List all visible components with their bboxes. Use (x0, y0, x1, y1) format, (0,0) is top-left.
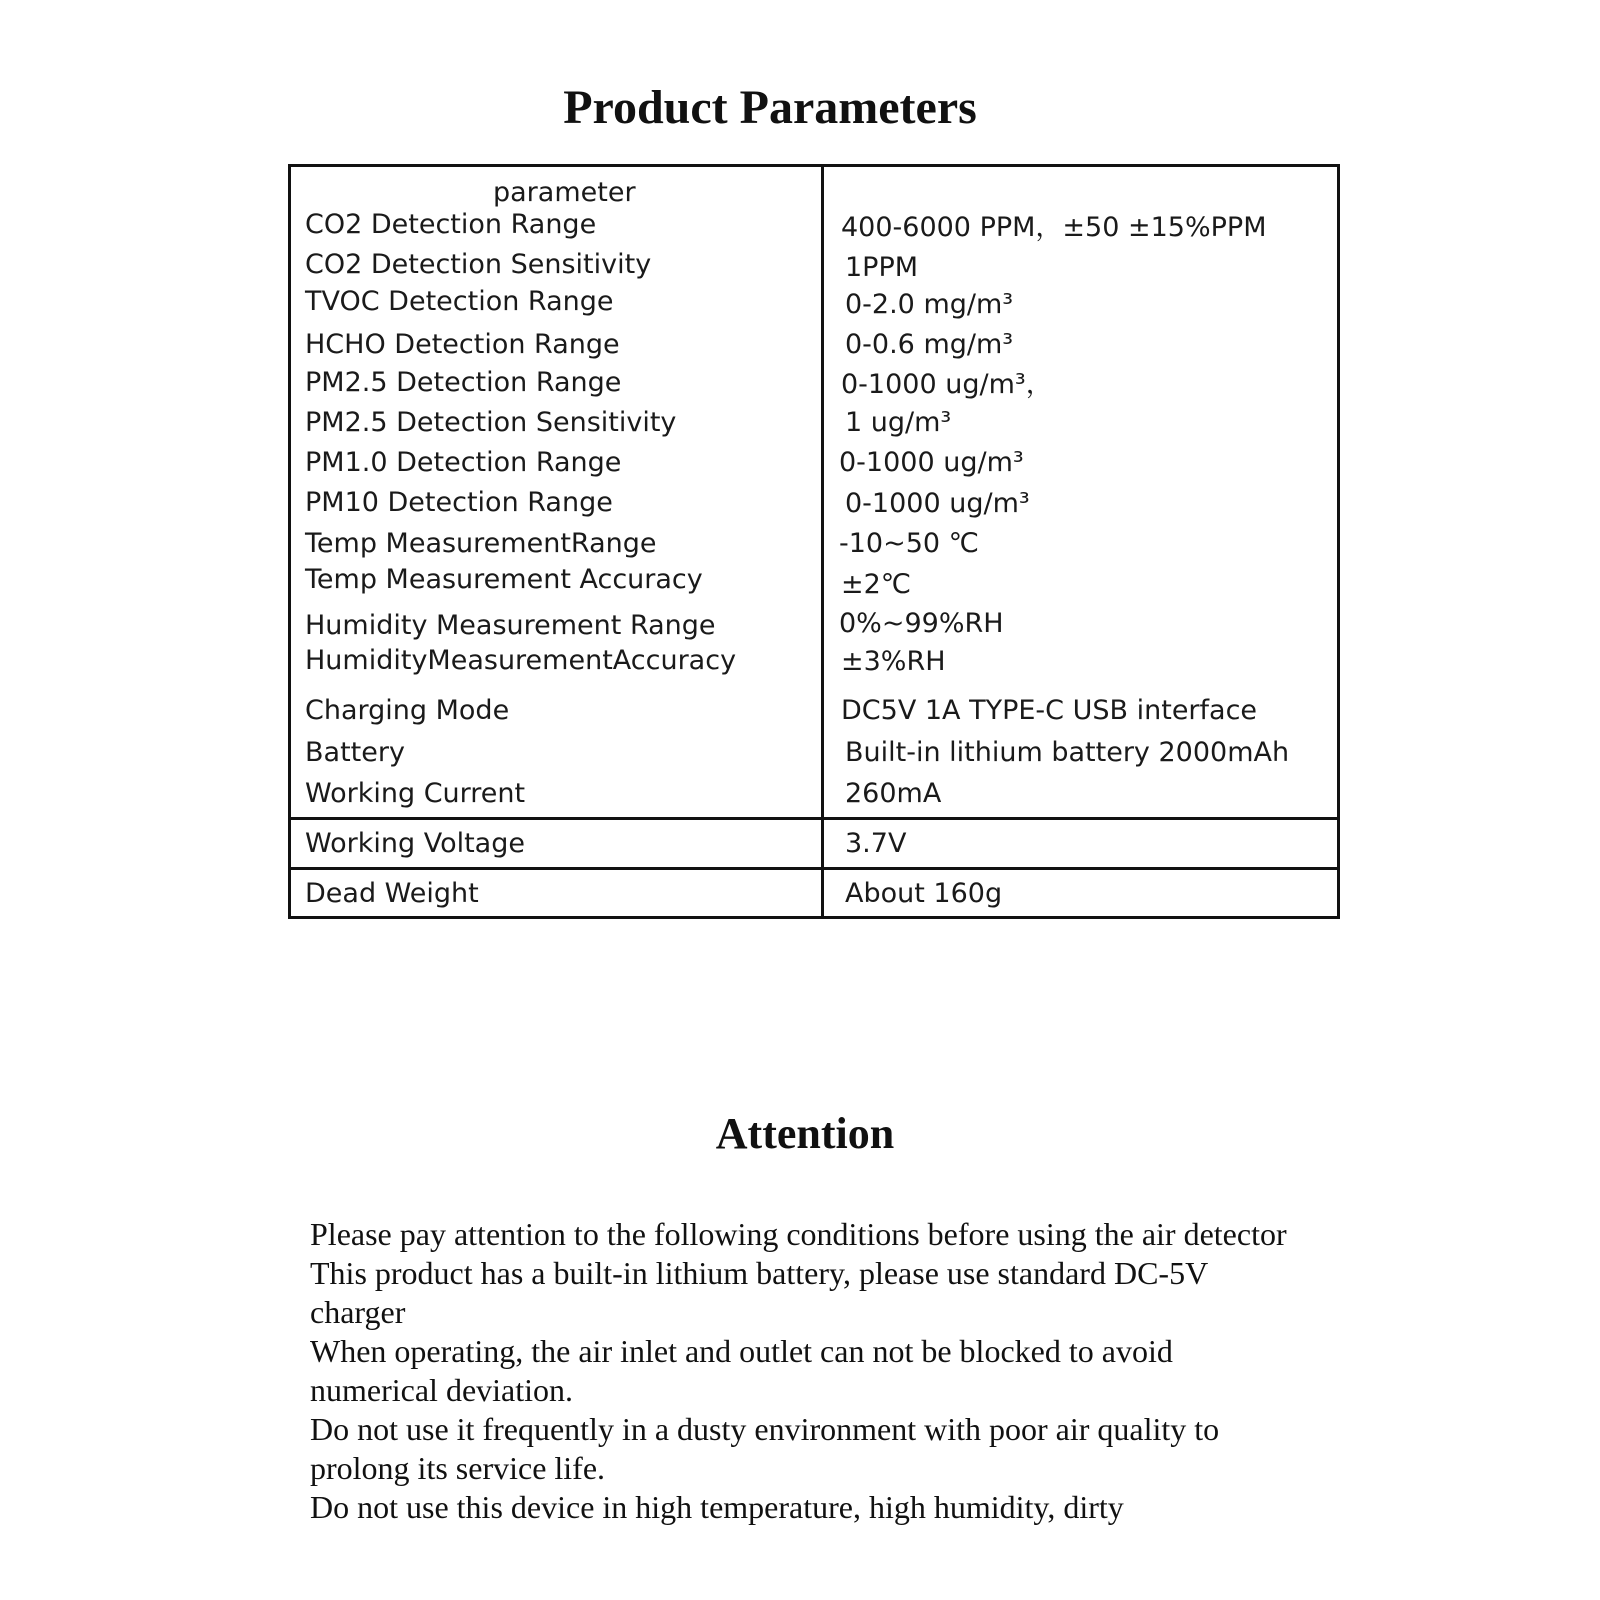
param-label: Humidity Measurement Range (305, 610, 716, 641)
attention-line: Do not use it frequently in a dusty environment with poor air quality to (310, 1411, 1220, 1447)
param-value: 260mA (845, 778, 942, 809)
attention-notes (310, 1215, 1360, 1527)
param-label: Working Current (305, 778, 526, 809)
param-label: Temp Measurement Accuracy (305, 564, 703, 595)
param-value: 0-0.6 mg/m³ (845, 329, 1014, 360)
param-value: 1 ug/m³ (845, 407, 952, 438)
attention-line: charger (310, 1294, 406, 1330)
attention-title: Attention (715, 1109, 895, 1158)
param-value: 400-6000 PPM，±50 ±15%PPM (841, 212, 1267, 243)
attention-line: This product has a built-in lithium battery, please use standard DC-5V (310, 1255, 1209, 1291)
param-value: ±2℃ (841, 569, 912, 600)
param-value: Built-in lithium battery 2000mAh (845, 737, 1290, 768)
param-label: PM2.5 Detection Range (305, 367, 622, 398)
parameters-table (288, 164, 1340, 919)
attention-line: prolong its service life. (310, 1450, 606, 1486)
param-value: About 160g (845, 878, 1003, 909)
param-value: DC5V 1A TYPE-C USB interface (841, 695, 1258, 726)
param-label: HumidityMeasurementAccuracy (305, 645, 737, 676)
attention-line: Please pay attention to the following conditions before using the air detector (310, 1216, 1287, 1252)
row-divider (291, 867, 1337, 870)
param-label: Dead Weight (305, 878, 479, 909)
param-value: 0-1000 ug/m³， (841, 369, 1053, 400)
attention-line: When operating, the air inlet and outlet can not be blocked to avoid (310, 1333, 1173, 1369)
column-divider (821, 167, 824, 916)
param-label: PM1.0 Detection Range (305, 447, 622, 478)
param-label: PM10 Detection Range (305, 487, 613, 518)
param-value: 3.7V (845, 828, 907, 859)
row-divider (291, 817, 1337, 820)
attention-line: numerical deviation. (310, 1372, 574, 1408)
param-value: 1PPM (845, 252, 919, 283)
page-title: Product Parameters (563, 81, 977, 134)
param-label: PM2.5 Detection Sensitivity (305, 407, 677, 438)
param-value: 0-2.0 mg/m³ (845, 289, 1014, 320)
param-label: HCHO Detection Range (305, 329, 620, 360)
param-value: ±3%RH (841, 646, 946, 677)
attention-line: Do not use this device in high temperature, high humidity, dirty (310, 1489, 1124, 1525)
param-value: 0-1000 ug/m³ (845, 488, 1030, 519)
param-label: CO2 Detection Sensitivity (305, 249, 652, 280)
param-label: CO2 Detection Range (305, 209, 597, 240)
table-header: parameter (493, 177, 636, 208)
param-value: -10~50 ℃ (839, 528, 979, 559)
param-label: Battery (305, 737, 405, 768)
param-value: 0-1000 ug/m³ (839, 447, 1024, 478)
param-value: 0%~99%RH (839, 608, 1004, 639)
param-label: Charging Mode (305, 695, 510, 726)
param-label: TVOC Detection Range (305, 286, 614, 317)
param-label: Working Voltage (305, 828, 525, 859)
param-label: Temp MeasurementRange (305, 528, 657, 559)
